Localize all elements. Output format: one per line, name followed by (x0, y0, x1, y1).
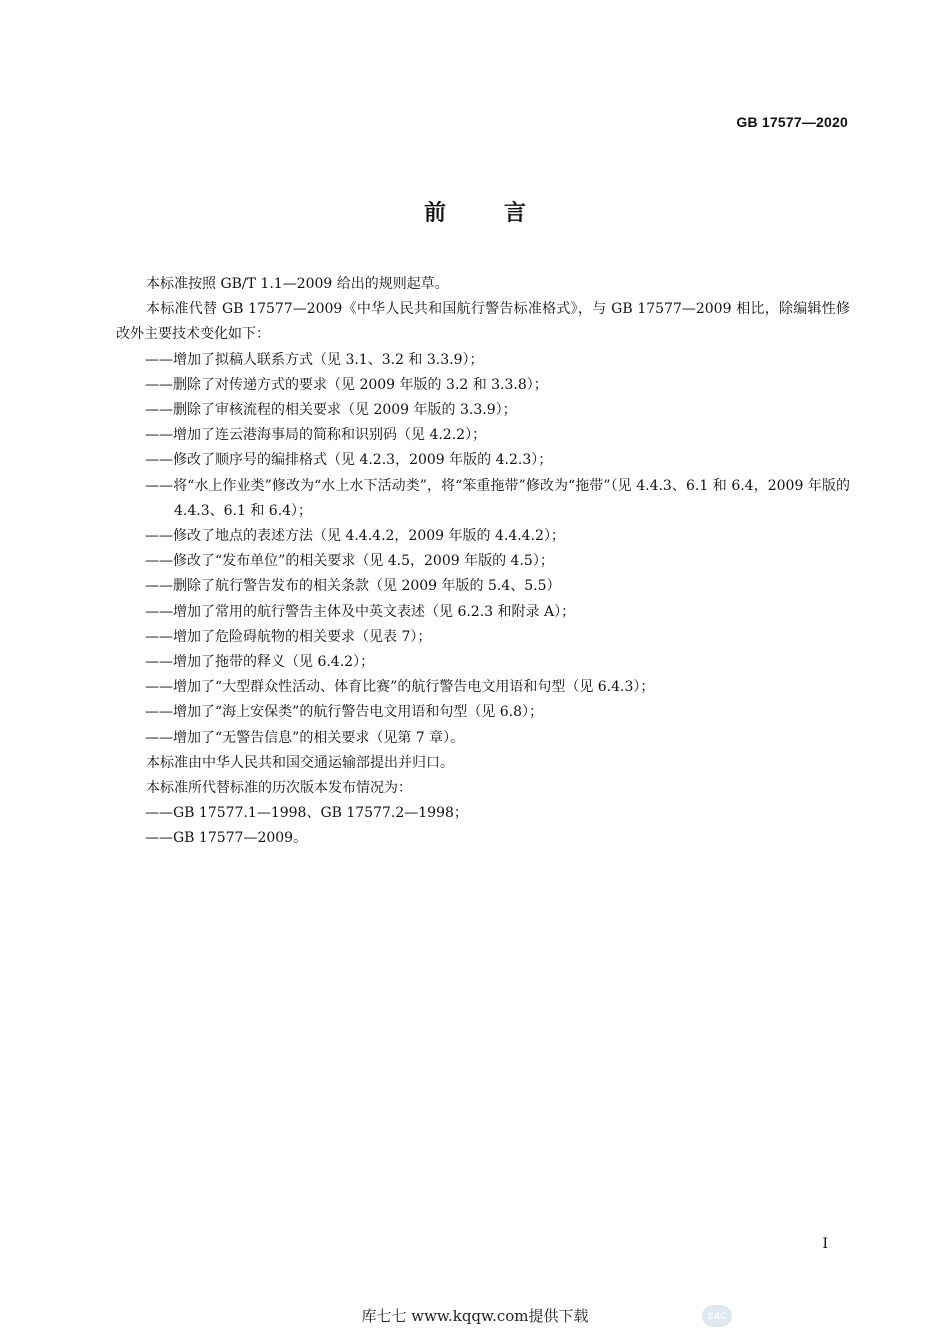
list-item: ——删除了航行警告发布的相关条款（见 2009 年版的 5.4、5.5） (145, 578, 561, 595)
download-footer: 库七七 www.kqqw.com提供下载 (361, 1307, 589, 1325)
list-item: ——删除了审核流程的相关要求（见 2009 年版的 3.3.9）； (145, 402, 517, 419)
list-item: ——修改了“发布单位”的相关要求（见 4.5，2009 年版的 4.5）； (145, 553, 554, 570)
list-item: ——增加了拖带的释义（见 6.4.2）； (145, 654, 375, 671)
list-item: ——修改了地点的表述方法（见 4.4.4.2，2009 年版的 4.4.4.2）； (145, 528, 565, 545)
list-item: ——增加了“海上安保类”的航行警告电文用语和句型（见 6.8）； (145, 704, 544, 721)
list-item: ——增加了危险碍航物的相关要求（见表 7）； (145, 628, 432, 645)
page-title: 前言 (423, 201, 584, 226)
list-item: ——增加了拟稿人联系方式（见 3.1、3.2 和 3.3.9）； (145, 351, 484, 368)
list-item: ——增加了“大型群众性活动、体育比赛”的航行警告电文用语和句型（见 6.4.3）； (145, 679, 655, 696)
list-item: ——将“水上作业类”修改为“水上水下活动类”，将“笨重拖带”修改为“拖带”（见 4.4.3、6.1 和 6.4，2009 年版的 4.4.3、6.1 和 6.4）； (145, 477, 850, 519)
history-item: ——GB 17577.1—1998、GB 17577.2—1998； (145, 805, 468, 822)
page-number: I (822, 1236, 828, 1252)
list-item: ——增加了常用的航行警告主体及中英文表述（见 6.2.3 和附录 A）； (145, 603, 576, 620)
intro-paragraph: 本标准按照 GB/T 1.1—2009 给出的规则起草。 (146, 276, 449, 292)
list-item: ——增加了连云港海事局的简称和识别码（见 4.2.2）； (145, 427, 487, 444)
sac-logo-stamp: SAC (702, 1305, 732, 1327)
body-paragraph: 本标准由中华人民共和国交通运输部提出并归口。 (146, 754, 454, 771)
list-item: ——删除了对传递方式的要求（见 2009 年版的 3.2 和 3.3.8）； (145, 376, 548, 393)
document-body (116, 272, 850, 852)
intro-paragraph: 本标准代替 GB 17577—2009《中华人民共和国航行警告标准格式》，与 GB 17577—2009 相比，除编辑性修改外主要技术变化如下： (116, 301, 850, 343)
history-item: ——GB 17577—2009。 (145, 830, 308, 847)
body-paragraph: 本标准所代替标准的历次版本发布情况为： (146, 780, 412, 797)
standard-number: GB 17577—2020 (736, 114, 848, 130)
list-item: ——增加了“无警告信息”的相关要求（见第 7 章）。 (145, 729, 465, 746)
list-item: ——修改了顺序号的编排格式（见 4.2.3，2009 年版的 4.2.3）； (145, 452, 553, 469)
